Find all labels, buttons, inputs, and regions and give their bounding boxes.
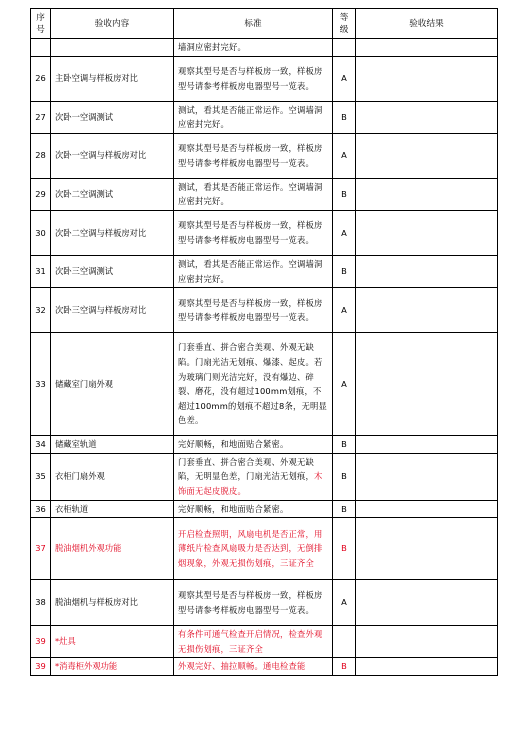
table-header-row [31, 9, 498, 39]
table-row [31, 56, 498, 101]
row-standard: 完好顺畅，和地面贴合紧密。 [174, 436, 333, 454]
table-row [31, 453, 498, 500]
row-number: 29 [31, 178, 51, 210]
row-item [51, 39, 174, 57]
row-grade: A [333, 56, 356, 101]
row-grade [333, 39, 356, 57]
row-item: *消毒柜外观功能 [51, 658, 174, 676]
row-grade: B [333, 453, 356, 500]
row-item: 脱油烟机外观功能 [51, 518, 174, 580]
row-item: 脱油烟机与样板房对比 [51, 580, 174, 626]
table-row [31, 500, 498, 518]
row-item: *灶具 [51, 626, 174, 658]
row-grade: A [333, 210, 356, 255]
table-row [31, 133, 498, 178]
row-standard: 有条件可通气检查开启情况，检查外观无损伤划痕，三证齐全 [174, 626, 333, 658]
row-number: 34 [31, 436, 51, 454]
row-item: 次卧二空调与样板房对比 [51, 210, 174, 255]
row-number: 26 [31, 56, 51, 101]
row-standard: 观察其型号是否与样板房一致，样板房型号请参考样板房电器型号一览表。 [174, 288, 333, 333]
row-item: 次卧三空调与样板房对比 [51, 288, 174, 333]
standard-text-part: 木饰面无起皮脱皮。 [178, 471, 323, 496]
row-result [356, 101, 498, 133]
row-number: 35 [31, 453, 51, 500]
row-result [356, 39, 498, 57]
row-number [31, 39, 51, 57]
row-grade: B [333, 101, 356, 133]
row-standard [174, 453, 333, 500]
row-grade: B [333, 436, 356, 454]
row-grade: B [333, 255, 356, 287]
table-row [31, 101, 498, 133]
row-grade: A [333, 333, 356, 436]
row-result [356, 658, 498, 676]
row-standard: 门套垂直、拼合密合美观、外观无缺陷。门扇光洁无划痕、爆漆、起皮。若为玻璃门则光洁完好，没有爆边、碎裂、磨花，没有超过100mm划痕，不超过100mm的划痕不超过8条，无明显色差。 [174, 333, 333, 436]
row-item: 次卧一空调测试 [51, 101, 174, 133]
row-number: 36 [31, 500, 51, 518]
row-number: 33 [31, 333, 51, 436]
row-grade: B [333, 500, 356, 518]
row-number: 38 [31, 580, 51, 626]
row-standard: 开启检查照明，风扇电机是否正常，用薄纸片检查风扇吸力是否达到，无倒排烟现象，外观无损伤划痕，三证齐全 [174, 518, 333, 580]
row-result [356, 56, 498, 101]
row-item: 储藏室门扇外观 [51, 333, 174, 436]
standard-text-part: 门套垂直、拼合密合美观、外观无缺陷，无明显色差，门扇光洁无划痕， [178, 456, 314, 482]
row-result [356, 453, 498, 500]
row-item: 主卧空调与样板房对比 [51, 56, 174, 101]
row-grade: B [333, 518, 356, 580]
row-grade: A [333, 288, 356, 333]
row-standard: 观察其型号是否与样板房一致，样板房型号请参考样板房电器型号一览表。 [174, 133, 333, 178]
table-row [31, 39, 498, 57]
table-row [31, 210, 498, 255]
row-number: 31 [31, 255, 51, 287]
row-result [356, 580, 498, 626]
row-item: 衣柜门扇外观 [51, 453, 174, 500]
row-grade: A [333, 133, 356, 178]
header-standard: 标准 [174, 9, 333, 39]
row-result [356, 178, 498, 210]
header-item: 验收内容 [51, 9, 174, 39]
acceptance-table [30, 8, 498, 676]
row-item: 衣柜轨道 [51, 500, 174, 518]
row-result [356, 436, 498, 454]
row-result [356, 288, 498, 333]
row-number: 37 [31, 518, 51, 580]
row-standard: 完好顺畅，和地面贴合紧密。 [174, 500, 333, 518]
row-grade: A [333, 580, 356, 626]
row-number: 39 [31, 626, 51, 658]
table-row [31, 580, 498, 626]
row-grade: B [333, 178, 356, 210]
row-standard: 外观完好、抽拉顺畅。通电检查能 [174, 658, 333, 676]
row-result [356, 210, 498, 255]
row-item: 次卧三空调测试 [51, 255, 174, 287]
row-result [356, 133, 498, 178]
row-number: 27 [31, 101, 51, 133]
table-row [31, 333, 498, 436]
header-num: 序 号 [31, 9, 51, 39]
row-item: 次卧一空调与样板房对比 [51, 133, 174, 178]
row-number: 32 [31, 288, 51, 333]
row-item: 次卧二空调测试 [51, 178, 174, 210]
row-result [356, 333, 498, 436]
row-grade [333, 626, 356, 658]
row-standard: 墙洞应密封完好。 [174, 39, 333, 57]
table-row [31, 178, 498, 210]
row-result [356, 255, 498, 287]
table-row [31, 255, 498, 287]
header-result: 验收结果 [356, 9, 498, 39]
table-row [31, 436, 498, 454]
row-grade: B [333, 658, 356, 676]
row-standard: 观察其型号是否与样板房一致，样板房型号请参考样板房电器型号一览表。 [174, 210, 333, 255]
table-row [31, 288, 498, 333]
header-grade: 等 级 [333, 9, 356, 39]
row-standard: 观察其型号是否与样板房一致，样板房型号请参考样板房电器型号一览表。 [174, 56, 333, 101]
row-standard: 测试，看其是否能正常运作。空调墙洞应密封完好。 [174, 101, 333, 133]
row-number: 28 [31, 133, 51, 178]
row-result [356, 518, 498, 580]
row-number: 39 [31, 658, 51, 676]
row-result [356, 500, 498, 518]
table-row [31, 658, 498, 676]
row-item: 储藏室轨道 [51, 436, 174, 454]
row-number: 30 [31, 210, 51, 255]
row-result [356, 626, 498, 658]
row-standard: 观察其型号是否与样板房一致，样板房型号请参考样板房电器型号一览表。 [174, 580, 333, 626]
row-standard: 测试，看其是否能正常运作。空调墙洞应密封完好。 [174, 178, 333, 210]
row-standard: 测试，看其是否能正常运作。空调墙洞应密封完好。 [174, 255, 333, 287]
table-row [31, 626, 498, 658]
table-row [31, 518, 498, 580]
